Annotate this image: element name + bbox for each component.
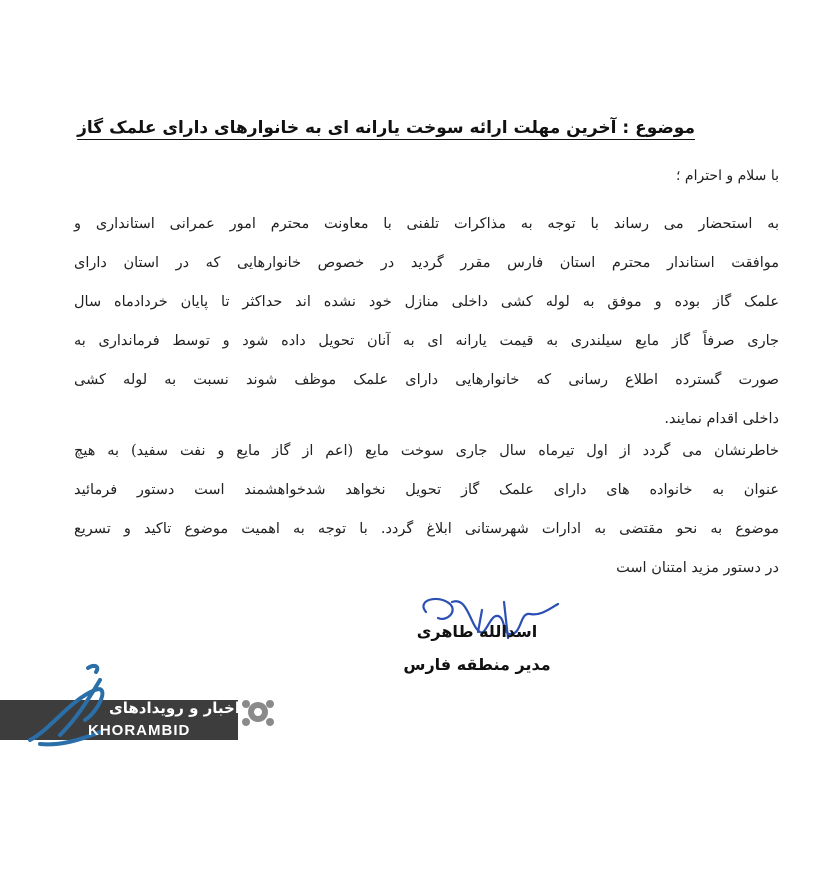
paragraph-line: در دستور مزید امتنان است [616,560,779,576]
paragraph-line: خاطرنشان می گردد از اول تیرماه سال جاری سوخت مایع (اعم از گاز مایع و نفت سفید) به هیچ [74,443,779,459]
letter-greeting: با سلام و احترام ؛ [676,168,779,184]
paragraph-line: صورت گسترده اطلاع رسانی که خانوارهایی دارای علمک موظف شوند نسبت به لوله کشی [74,372,779,388]
paragraph-line: جاری صرفاً گاز مایع سیلندری به قیمت یارانه ای به آنان تحویل داده شود و توسط فرمانداری به [74,333,779,349]
logo-title-fa: اخبار و رویدادهای [109,699,240,717]
signatory-title: مدیر منطقه فارس [403,655,551,674]
paragraph-line: موافقت استاندار محترم استان فارس مقرر گردید در خصوص خانوارهایی که در استان دارای [74,255,779,271]
paragraph-line: موضوع به نحو مقتضی به ادارات شهرستانی ابلاغ گردد. با توجه به اهمیت موضوع تاکید و تسریع [74,521,779,537]
paragraph-line: عنوان به خانواده های دارای علمک گاز تحویل نخواهد شدخواهشمند است دستور فرمائید [74,482,779,498]
letter-subject: موضوع : آخرین مهلت ارائه سوخت یارانه ای به خانوارهای دارای علمک گاز [77,118,695,138]
signatory-name: اسدالله طاهری [416,622,538,641]
paragraph-line: علمک گاز بوده و موفق به لوله کشی داخلی منازل خود نشده اند حداکثر تا پایان خردادماه سال [74,294,779,310]
logo-brand-en: KHORAMBID [88,722,191,739]
letter-paragraph-2 [74,432,779,588]
paragraph-line: داخلی اقدام نمایند. [664,411,779,427]
letter-paragraph-1 [74,205,779,439]
paragraph-line: به استحضار می رساند با توجه به مذاکرات تلفنی با معاونت محترم امور عمرانی استانداری و [74,216,779,232]
